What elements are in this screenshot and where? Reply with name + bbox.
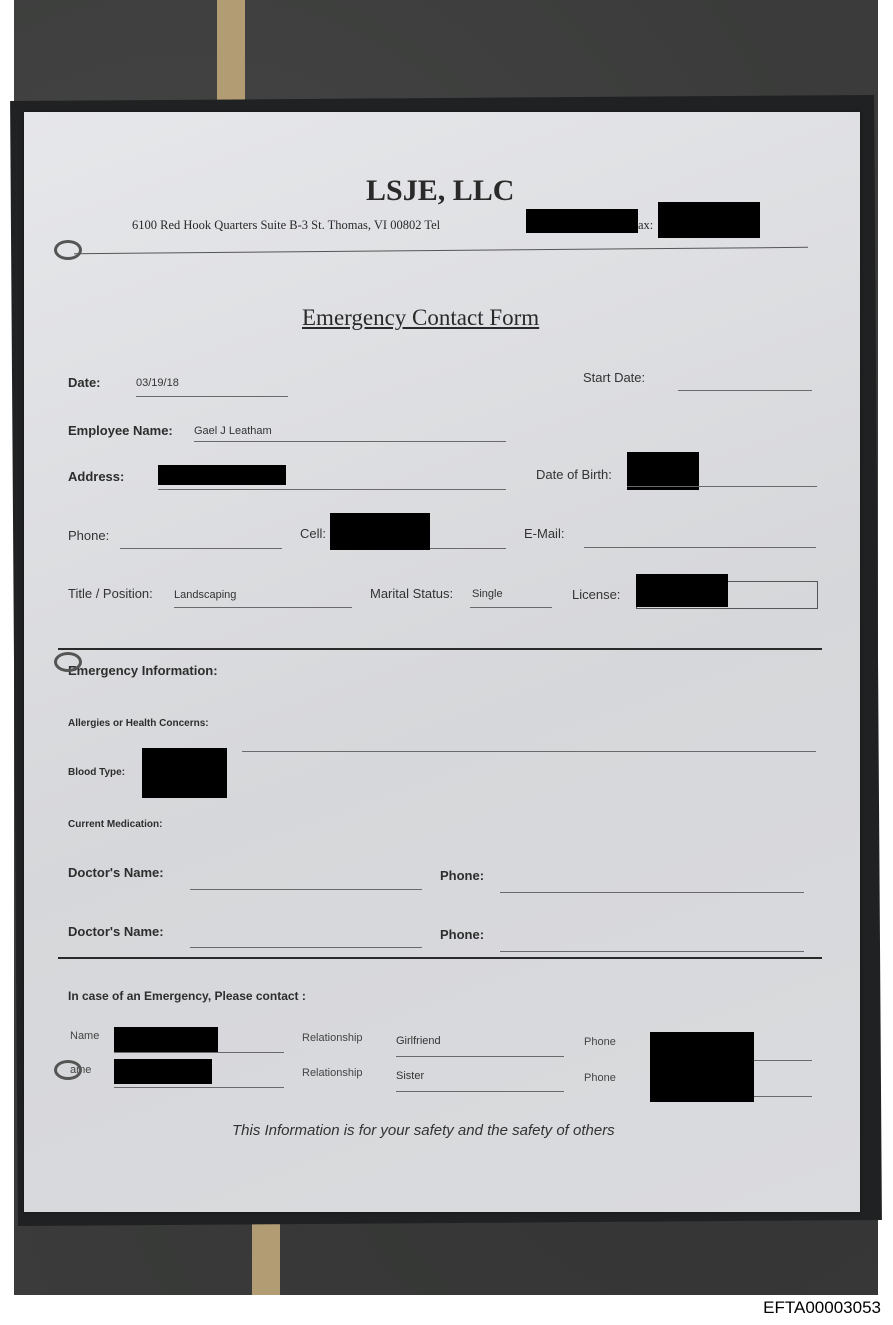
doctor-1-name-label: Doctor's Name: xyxy=(68,865,164,880)
phone-label: Phone: xyxy=(68,528,110,543)
marital-status-underline xyxy=(470,607,552,608)
contacts-heading: In case of an Emergency, Please contact : xyxy=(68,989,306,1003)
redacted-fax xyxy=(658,202,760,238)
doctor-1-name-field[interactable] xyxy=(190,889,422,890)
binder-ring-icon xyxy=(54,652,82,672)
marital-status-label: Marital Status: xyxy=(370,586,454,601)
contact-2-relationship-label: Relationship xyxy=(302,1067,363,1079)
email-field[interactable] xyxy=(584,547,816,548)
redacted-blood-type xyxy=(142,748,227,798)
employee-name-value[interactable]: Gael J Leatham xyxy=(194,425,272,437)
emergency-info-heading: Emergency Information: xyxy=(68,663,218,678)
header-rule xyxy=(74,247,808,254)
contact-1-relationship-label: Relationship xyxy=(302,1032,363,1044)
contact-2-name-label: ame xyxy=(70,1064,92,1076)
redacted-contact-2-name xyxy=(114,1059,212,1084)
contact-1-relationship-underline xyxy=(396,1056,564,1057)
marital-status-value[interactable]: Single xyxy=(472,588,503,600)
date-of-birth-label: Date of Birth: xyxy=(536,467,612,482)
cell-label: Cell: xyxy=(300,526,327,541)
date-label: Date: xyxy=(68,375,101,390)
allergies-field[interactable] xyxy=(242,751,816,752)
doctor-2-phone-label: Phone: xyxy=(440,927,485,942)
redacted-address xyxy=(158,465,286,485)
blood-type-label: Blood Type: xyxy=(68,767,126,778)
binder-ring-icon xyxy=(54,1060,82,1080)
doctor-1-phone-label: Phone: xyxy=(440,868,485,883)
contact-1-phone-label: Phone xyxy=(584,1036,616,1048)
redacted-telephone xyxy=(526,209,638,233)
doctor-1-phone-field[interactable] xyxy=(500,892,804,893)
doctor-2-name-label: Doctor's Name: xyxy=(68,924,164,939)
title-position-underline xyxy=(174,607,352,608)
redacted-contact-phones xyxy=(650,1032,754,1102)
contact-2-relationship-value[interactable]: Sister xyxy=(396,1070,425,1082)
allergies-label: Allergies or Health Concerns: xyxy=(68,718,209,729)
company-address: 6100 Red Hook Quarters Suite B-3 St. Thomas, VI 00802 Tel xyxy=(132,218,441,232)
date-value[interactable]: 03/19/18 xyxy=(136,377,179,389)
doctor-2-phone-field[interactable] xyxy=(500,951,804,952)
redacted-contact-1-name xyxy=(114,1027,218,1052)
form-title: Emergency Contact Form xyxy=(302,305,540,330)
cell-underline xyxy=(430,548,506,549)
tile-grout xyxy=(217,0,245,112)
contact-2-phone-label: Phone xyxy=(584,1072,616,1084)
contact-1-relationship-value[interactable]: Girlfriend xyxy=(396,1035,441,1047)
title-position-label: Title / Position: xyxy=(68,586,153,601)
company-name: LSJE, LLC xyxy=(366,174,515,207)
current-medication-label: Current Medication: xyxy=(68,819,163,830)
phone-field[interactable] xyxy=(120,548,282,549)
contact-1-name-underline xyxy=(114,1052,284,1053)
contact-1-name-label: Name xyxy=(70,1030,100,1042)
start-date-field[interactable] xyxy=(678,390,812,391)
date-underline xyxy=(136,396,288,397)
employee-name-label: Employee Name: xyxy=(68,423,173,438)
title-position-value[interactable]: Landscaping xyxy=(174,589,237,601)
doctor-2-name-field[interactable] xyxy=(190,947,422,948)
contact-1-phone-underline xyxy=(754,1060,812,1061)
date-of-birth-underline xyxy=(627,486,817,487)
redacted-license xyxy=(636,574,728,607)
employee-name-underline xyxy=(194,441,506,442)
contact-2-name-underline xyxy=(114,1087,284,1088)
tile-grout xyxy=(252,1215,280,1295)
redacted-cell xyxy=(330,513,430,550)
section-divider xyxy=(58,648,822,650)
email-label: E-Mail: xyxy=(524,526,565,541)
form-page xyxy=(24,112,860,1212)
address-label: Address: xyxy=(68,469,125,484)
start-date-label: Start Date: xyxy=(583,370,646,385)
document-id: EFTA00003053 xyxy=(763,1298,881,1317)
address-underline xyxy=(158,489,506,490)
footer-note: This Information is for your safety and the safety of others xyxy=(232,1122,615,1139)
contact-2-phone-underline xyxy=(754,1096,812,1097)
license-label: License: xyxy=(572,587,621,602)
redacted-date-of-birth xyxy=(627,452,699,490)
contact-2-relationship-underline xyxy=(396,1091,564,1092)
section-divider-2 xyxy=(58,957,822,959)
fax-label: ax: xyxy=(638,218,654,232)
binder-ring-icon xyxy=(54,240,82,260)
